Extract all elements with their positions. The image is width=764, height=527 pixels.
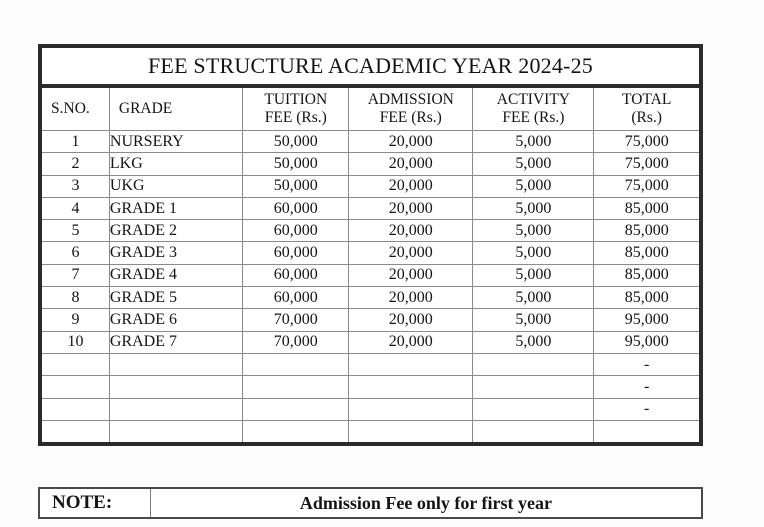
column-header-grade: GRADE [109, 86, 243, 131]
cell-activity-fee [473, 353, 594, 375]
cell-grade: GRADE 2 [109, 220, 243, 242]
table-header-row [40, 86, 701, 131]
cell-activity-fee: 5,000 [473, 331, 594, 353]
cell-total: 85,000 [594, 197, 701, 219]
column-header-admission-fee-line1: ADMISSION [367, 91, 454, 109]
table-row [40, 309, 701, 331]
cell-activity-fee: 5,000 [473, 220, 594, 242]
cell-sno: 7 [40, 264, 109, 286]
cell-sno [40, 420, 109, 444]
cell-sno [40, 398, 109, 420]
cell-sno [40, 376, 109, 398]
cell-sno: 10 [40, 331, 109, 353]
cell-sno: 8 [40, 287, 109, 309]
cell-admission-fee [349, 376, 473, 398]
cell-admission-fee [349, 398, 473, 420]
cell-grade: GRADE 6 [109, 309, 243, 331]
table-row [40, 220, 701, 242]
cell-total: 95,000 [594, 309, 701, 331]
note-table [38, 487, 703, 519]
cell-activity-fee: 5,000 [473, 264, 594, 286]
cell-grade [109, 353, 243, 375]
cell-sno: 3 [40, 175, 109, 197]
cell-grade [109, 398, 243, 420]
cell-tuition-fee [243, 398, 349, 420]
cell-sno: 6 [40, 242, 109, 264]
cell-admission-fee: 20,000 [349, 242, 473, 264]
cell-grade: NURSERY [109, 131, 243, 153]
table-row-blank [40, 376, 701, 398]
cell-tuition-fee: 60,000 [243, 287, 349, 309]
cell-total: 95,000 [594, 331, 701, 353]
column-header-total-line2: (Rs.) [631, 109, 662, 126]
cell-activity-fee: 5,000 [473, 242, 594, 264]
cell-admission-fee: 20,000 [349, 331, 473, 353]
table-row [40, 287, 701, 309]
cell-grade: GRADE 7 [109, 331, 243, 353]
cell-activity-fee: 5,000 [473, 287, 594, 309]
cell-grade: UKG [109, 175, 243, 197]
cell-admission-fee: 20,000 [349, 175, 473, 197]
cell-activity-fee: 5,000 [473, 175, 594, 197]
cell-activity-fee [473, 398, 594, 420]
cell-sno: 1 [40, 131, 109, 153]
cell-admission-fee [349, 353, 473, 375]
cell-activity-fee [473, 420, 594, 444]
cell-admission-fee: 20,000 [349, 309, 473, 331]
table-row [40, 264, 701, 286]
column-header-tuition-fee-line1: TUITION [264, 91, 328, 109]
cell-sno: 9 [40, 309, 109, 331]
table-row [40, 131, 701, 153]
cell-total: 75,000 [594, 153, 701, 175]
column-header-tuition-fee [243, 86, 349, 131]
column-header-total [594, 86, 701, 131]
table-row [40, 175, 701, 197]
cell-total: - [594, 353, 701, 375]
column-header-sno: S.NO. [40, 86, 109, 131]
note-row [39, 488, 702, 518]
cell-total: 85,000 [594, 242, 701, 264]
cell-total: - [594, 398, 701, 420]
cell-tuition-fee: 50,000 [243, 153, 349, 175]
cell-tuition-fee: 70,000 [243, 331, 349, 353]
note-label: NOTE: [39, 488, 150, 518]
cell-tuition-fee: 60,000 [243, 220, 349, 242]
cell-tuition-fee: 60,000 [243, 264, 349, 286]
column-header-total-line1: TOTAL [622, 91, 672, 109]
table-row [40, 153, 701, 175]
cell-tuition-fee: 60,000 [243, 242, 349, 264]
table-row-blank [40, 420, 701, 444]
cell-tuition-fee [243, 353, 349, 375]
cell-tuition-fee: 50,000 [243, 175, 349, 197]
column-header-activity-fee [473, 86, 594, 131]
document-title: FEE STRUCTURE ACADEMIC YEAR 2024-25 [40, 46, 701, 86]
cell-grade: GRADE 1 [109, 197, 243, 219]
note-text: Admission Fee only for first year [150, 488, 702, 518]
cell-total: 75,000 [594, 175, 701, 197]
table-row [40, 331, 701, 353]
cell-grade [109, 420, 243, 444]
cell-total: 85,000 [594, 287, 701, 309]
note-container [38, 487, 703, 519]
cell-total: 75,000 [594, 131, 701, 153]
cell-activity-fee: 5,000 [473, 153, 594, 175]
cell-tuition-fee: 60,000 [243, 197, 349, 219]
column-header-admission-fee-line2: FEE (Rs.) [379, 109, 442, 126]
table-row [40, 197, 701, 219]
cell-total: - [594, 376, 701, 398]
table-title-row [40, 46, 701, 86]
fee-structure-table-container [38, 44, 703, 446]
cell-activity-fee: 5,000 [473, 131, 594, 153]
cell-tuition-fee [243, 376, 349, 398]
cell-admission-fee: 20,000 [349, 153, 473, 175]
cell-grade: GRADE 3 [109, 242, 243, 264]
column-header-tuition-fee-line2: FEE (Rs.) [264, 109, 327, 126]
column-header-admission-fee [349, 86, 473, 131]
cell-sno: 2 [40, 153, 109, 175]
cell-grade: LKG [109, 153, 243, 175]
cell-admission-fee [349, 420, 473, 444]
cell-admission-fee: 20,000 [349, 131, 473, 153]
cell-activity-fee: 5,000 [473, 309, 594, 331]
cell-grade: GRADE 4 [109, 264, 243, 286]
cell-tuition-fee: 50,000 [243, 131, 349, 153]
cell-grade: GRADE 5 [109, 287, 243, 309]
cell-admission-fee: 20,000 [349, 264, 473, 286]
cell-admission-fee: 20,000 [349, 197, 473, 219]
cell-sno [40, 353, 109, 375]
cell-grade [109, 376, 243, 398]
cell-tuition-fee: 70,000 [243, 309, 349, 331]
fee-structure-table [38, 44, 703, 446]
column-header-activity-fee-line1: ACTIVITY [496, 91, 570, 109]
cell-sno: 4 [40, 197, 109, 219]
cell-total: 85,000 [594, 264, 701, 286]
cell-admission-fee: 20,000 [349, 287, 473, 309]
cell-tuition-fee [243, 420, 349, 444]
table-row [40, 242, 701, 264]
cell-admission-fee: 20,000 [349, 220, 473, 242]
cell-activity-fee [473, 376, 594, 398]
cell-total: 85,000 [594, 220, 701, 242]
table-row-blank [40, 398, 701, 420]
column-header-activity-fee-line2: FEE (Rs.) [502, 109, 565, 126]
cell-sno: 5 [40, 220, 109, 242]
cell-activity-fee: 5,000 [473, 197, 594, 219]
cell-total [594, 420, 701, 444]
table-row-blank [40, 353, 701, 375]
